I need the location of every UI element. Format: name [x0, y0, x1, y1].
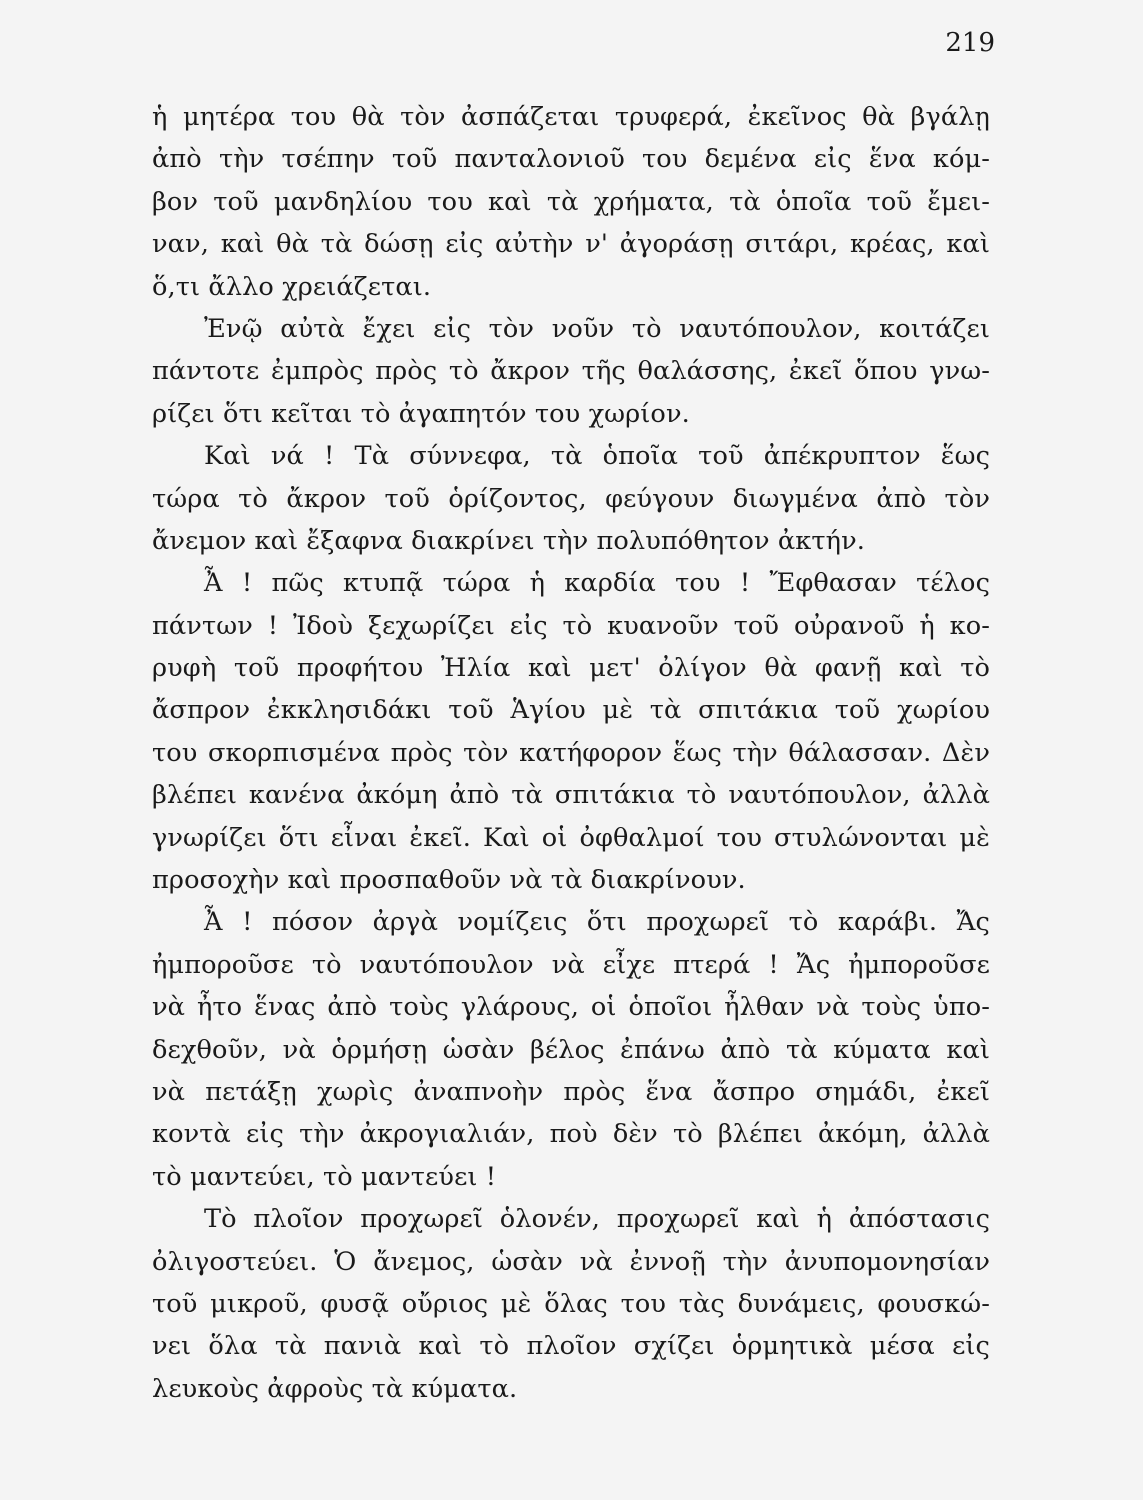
text-line: τὸ μαντεύει, τὸ μαντεύει ! — [152, 1161, 497, 1192]
text-line: βον τοῦ μανδηλίου του καὶ τὰ χρήματα, τὰ ὁποῖα τοῦ ἔμει- — [152, 186, 990, 217]
text-line: Ἆ ! πῶς κτυπᾷ τώρα ἡ καρδία του ! Ἔφθασαν τέλος — [204, 568, 990, 599]
text-line: ἀπὸ τὴν τσέπην τοῦ πανταλονιοῦ του δεμένα εἰς ἕνα κόμ- — [152, 144, 990, 175]
body-text — [152, 96, 990, 1410]
text-line: πάντων ! Ἰδοὺ ξεχωρίζει εἰς τὸ κυανοῦν τοῦ οὐρανοῦ ἡ κο- — [152, 610, 990, 641]
text-line: νὰ πετάξῃ χωρὶς ἀναπνοὴν πρὸς ἕνα ἄσπρο σημάδι, ἐκεῖ — [152, 1076, 990, 1107]
text-line: λευκοὺς ἀφροὺς τὰ κύματα. — [152, 1373, 518, 1404]
text-line: ρυφὴ τοῦ προφήτου Ἠλία καὶ μετ' ὀλίγον θὰ φανῇ καὶ τὸ — [152, 653, 990, 684]
text-line: προσοχὴν καὶ προσπαθοῦν νὰ τὰ διακρίνουν. — [152, 865, 746, 896]
text-line: Ἆ ! πόσον ἀργὰ νομίζεις ὅτι προχωρεῖ τὸ καράβι. Ἄς — [204, 907, 990, 938]
text-line: τώρα τὸ ἄκρον τοῦ ὁρίζοντος, φεύγουν διωγμένα ἀπὸ τὸν — [152, 483, 990, 514]
text-line: βλέπει κανένα ἀκόμη ἀπὸ τὰ σπιτάκια τὸ ναυτόπουλον, ἀλλὰ — [152, 780, 990, 811]
text-line: Τὸ πλοῖον προχωρεῖ ὁλονέν, προχωρεῖ καὶ ἡ ἀπόστασις — [204, 1204, 990, 1235]
text-line: ναν, καὶ θὰ τὰ δώσῃ εἰς αὐτὴν ν' ἀγοράσῃ σιτάρι, κρέας, καὶ — [152, 229, 990, 260]
text-line: κοντὰ εἰς τὴν ἀκρογιαλιάν, ποὺ δὲν τὸ βλέπει ἀκόμη, ἀλλὰ — [152, 1119, 990, 1150]
text-line: ἠμποροῦσε τὸ ναυτόπουλον νὰ εἶχε πτερά ! Ἄς ἠμποροῦσε — [152, 949, 990, 980]
text-line: νει ὅλα τὰ πανιὰ καὶ τὸ πλοῖον σχίζει ὁρμητικὰ μέσα εἰς — [152, 1331, 990, 1362]
text-line: ὅ,τι ἄλλο χρειάζεται. — [152, 271, 432, 302]
text-line: ὀλιγοστεύει. Ὁ ἄνεμος, ὡσὰν νὰ ἐννοῇ τὴν ἀνυπομονησίαν — [152, 1246, 990, 1277]
text-line: του σκορπισμένα πρὸς τὸν κατήφορον ἕως τὴν θάλασσαν. Δὲν — [152, 737, 990, 768]
text-line: ἡ μητέρα του θὰ τὸν ἀσπάζεται τρυφερά, ἐκεῖνος θὰ βγάλῃ — [152, 102, 990, 132]
text-line: πάντοτε ἐμπρὸς πρὸς τὸ ἄκρον τῆς θαλάσσης, ἐκεῖ ὅπου γνω- — [152, 356, 990, 387]
page-number: 219 — [945, 28, 995, 58]
text-line: δεχθοῦν, νὰ ὁρμήσῃ ὡσὰν βέλος ἐπάνω ἀπὸ τὰ κύματα καὶ — [152, 1034, 990, 1065]
text-line: Ἐνῷ αὐτὰ ἔχει εἰς τὸν νοῦν τὸ ναυτόπουλον, κοιτάζει — [204, 313, 990, 344]
text-line: ἄσπρον ἐκκλησιδάκι τοῦ Ἁγίου μὲ τὰ σπιτάκια τοῦ χωρίου — [152, 695, 990, 726]
text-line: γνωρίζει ὅτι εἶναι ἐκεῖ. Καὶ οἱ ὀφθαλμοί του στυλώνονται μὲ — [152, 822, 990, 853]
text-line: τοῦ μικροῦ, φυσᾷ οὔριος μὲ ὅλας του τὰς δυνάμεις, φουσκώ- — [152, 1288, 990, 1319]
text-line: Καὶ νά ! Τὰ σύννεφα, τὰ ὁποῖα τοῦ ἀπέκρυπτον ἕως — [204, 441, 990, 472]
text-line: ἄνεμον καὶ ἔξαφνα διακρίνει τὴν πολυπόθητον ἀκτήν. — [152, 525, 865, 556]
text-line: ρίζει ὅτι κεῖται τὸ ἀγαπητόν του χωρίον. — [152, 398, 690, 429]
text-line: νὰ ἦτο ἕνας ἀπὸ τοὺς γλάρους, οἱ ὁποῖοι ἦλθαν νὰ τοὺς ὑπο- — [152, 992, 990, 1023]
